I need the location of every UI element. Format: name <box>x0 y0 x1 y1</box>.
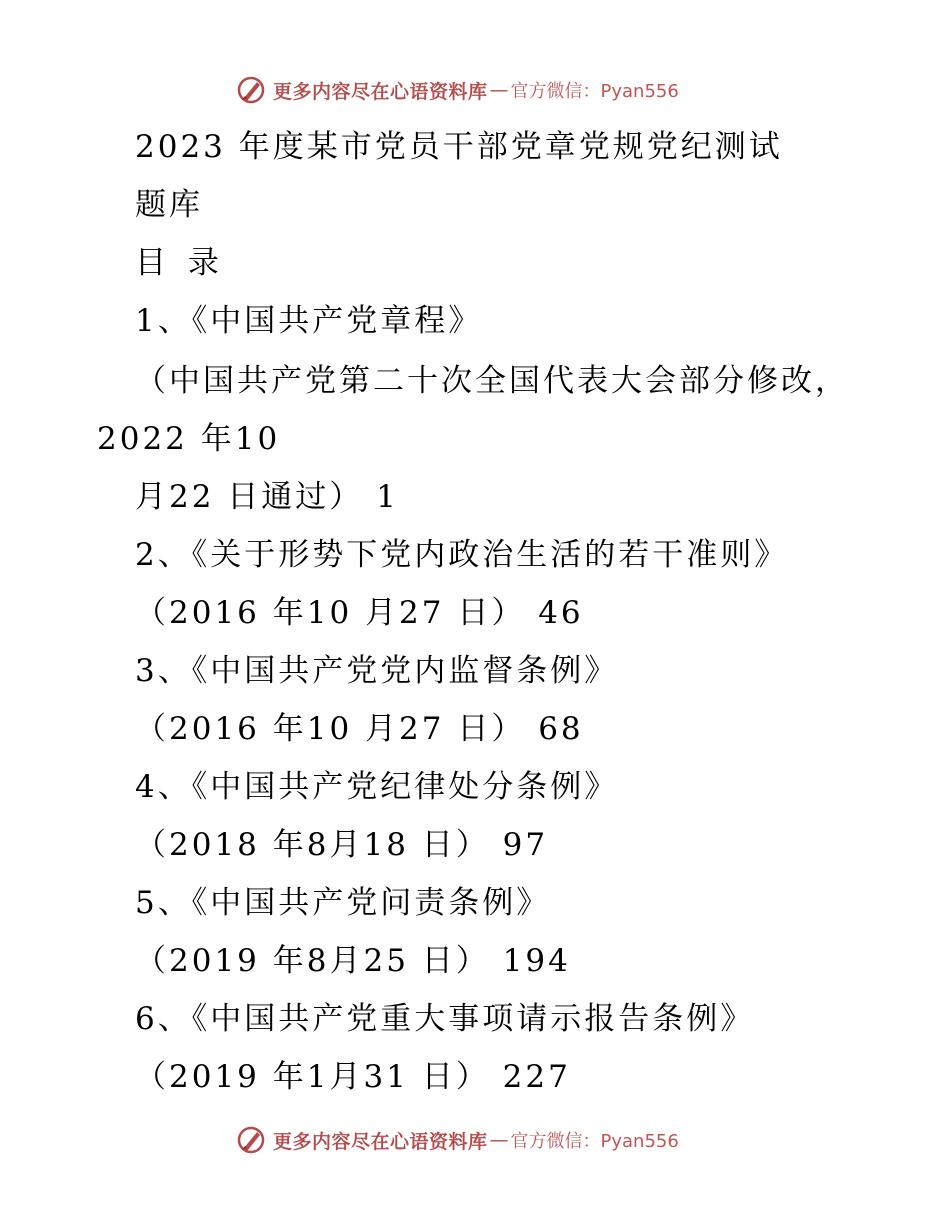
toc-entry-2-date-page: （2016 年10 月27 日） 46 <box>135 595 584 631</box>
watermark-contact: 官方微信：Pyan556 <box>510 81 679 102</box>
watermark-separator: — <box>489 1129 509 1151</box>
toc-entry-2: 2、《关于形势下党内政治生活的若干准则》 <box>135 537 789 573</box>
watermark-text: 更多内容尽在心语资料库 <box>273 1130 488 1153</box>
toc-heading: 目 录 <box>135 245 225 281</box>
toc-entry-3: 3、《中国共产党党内监督条例》 <box>135 653 619 689</box>
toc-entry-6: 6、《中国共产党重大事项请示报告条例》 <box>135 1001 755 1037</box>
toc-entry-4-date-page: （2018 年8月18 日） 97 <box>135 827 549 863</box>
toc-entry-3-date-page: （2016 年10 月27 日） 68 <box>135 711 584 747</box>
watermark-contact: 官方微信：Pyan556 <box>510 1131 679 1152</box>
pen-logo-icon <box>235 74 267 106</box>
document-title-line1: 2023 年度某市党员干部党章党规党纪测试 <box>135 129 783 165</box>
watermark-separator: — <box>489 79 509 101</box>
toc-entry-1-detail: （中国共产党第二十次全国代表大会部分修改， <box>135 363 849 399</box>
watermark-footer <box>235 1123 715 1157</box>
watermark-text: 更多内容尽在心语资料库 <box>273 80 488 103</box>
toc-entry-1-date-year: 2022 年10 <box>97 421 281 457</box>
toc-entry-5-date-page: （2019 年8月25 日） 194 <box>135 943 571 979</box>
toc-entry-1: 1、《中国共产党章程》 <box>135 303 483 339</box>
toc-entry-1-date-page: 月22 日通过） 1 <box>135 479 399 515</box>
document-title-line2: 题库 <box>135 187 203 223</box>
watermark-header <box>235 73 715 107</box>
pen-logo-icon <box>235 1124 267 1156</box>
toc-entry-6-date-page: （2019 年1月31 日） 227 <box>135 1059 571 1095</box>
toc-entry-5: 5、《中国共产党问责条例》 <box>135 885 551 921</box>
toc-entry-4: 4、《中国共产党纪律处分条例》 <box>135 769 619 805</box>
